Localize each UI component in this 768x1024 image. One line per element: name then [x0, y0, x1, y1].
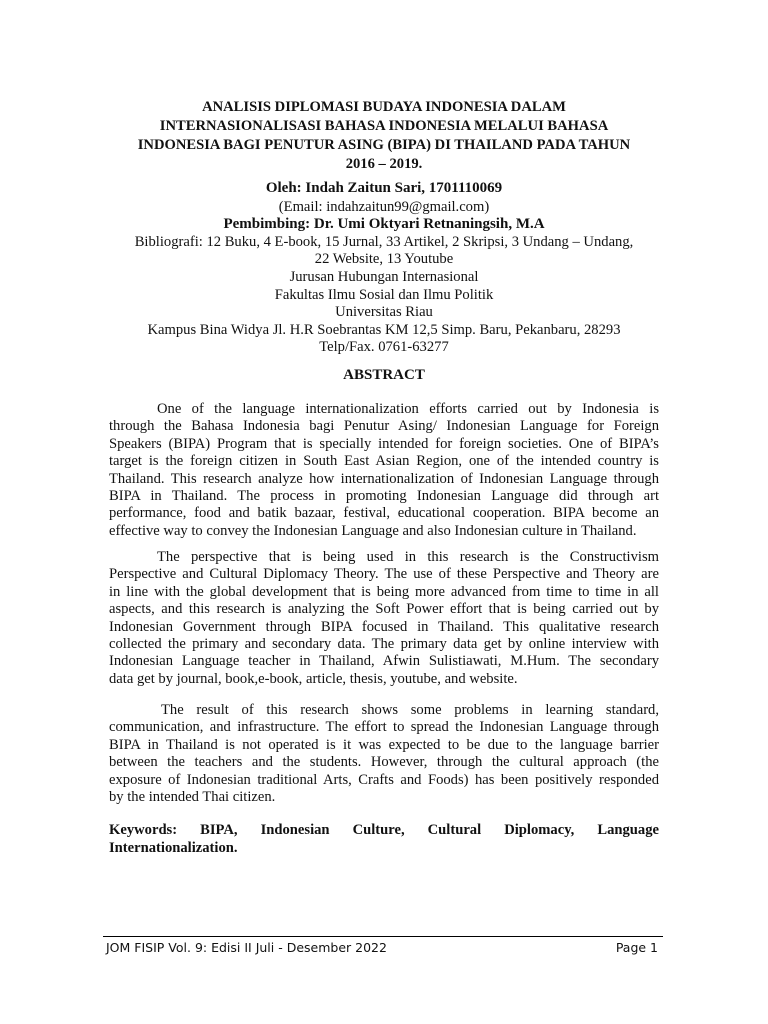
- footer-journal: JOM FISIP Vol. 9: Edisi II Juli - Desember 2022: [106, 940, 387, 955]
- paragraph-line: Indonesian Government through BIPA focused in Thailand. This qualitative research: [109, 618, 659, 635]
- paragraph-line: Perspective and Cultural Diplomacy Theory. The use of these Perspective and Theory are: [109, 566, 659, 583]
- paragraph-line: aspects, and this research is analyzing the Soft Power effort that is being carried out by: [109, 601, 659, 618]
- paragraph-line: data get by journal, book,e-book, article, thesis, youtube, and website.: [109, 670, 518, 687]
- page-footer: [106, 940, 658, 956]
- paragraph-line: BIPA in Thailand. The process in promoting Indonesian Language did through art: [109, 488, 659, 505]
- paragraph-line: effective way to convey the Indonesian Language and also Indonesian culture in Thailand.: [109, 522, 637, 539]
- paragraph-line: communication, and infrastructure. The effort to spread the Indonesian Language through: [109, 719, 659, 736]
- paragraph-line: One of the language internationalization efforts carried out by Indonesia is: [157, 401, 659, 417]
- email-line: (Email: indahzaitun99@gmail.com): [278, 198, 490, 215]
- page-number: Page 1: [615, 940, 658, 955]
- paragraph-line: The perspective that is being used in this research is the Constructivism: [157, 549, 659, 565]
- bibliography-line: Bibliografi: 12 Buku, 4 E-book, 15 Jurnal, 33 Artikel, 2 Skripsi, 3 Undang – Undang,: [134, 233, 634, 250]
- footer-divider: [103, 936, 663, 937]
- abstract-paragraph-1: [109, 401, 659, 540]
- abstract-paragraph-2: [109, 549, 659, 688]
- paragraph-line: Speakers (BIPA) Program that is specially intended for foreign societies. One of BIPA’s: [109, 435, 659, 452]
- paragraph-line: between the teachers and the students. However, through the cultural approach (the: [109, 754, 659, 771]
- title-line: 2016 – 2019.: [345, 156, 423, 172]
- paragraph-line: exposure of Indonesian traditional Arts, Crafts and Foods) has been positively responded: [109, 771, 659, 788]
- phone-line: Telp/Fax. 0761-63277: [319, 339, 449, 356]
- keywords-line: Internationalization.: [109, 840, 238, 856]
- address-line: Kampus Bina Widya Jl. H.R Soebrantas KM 12,5 Simp. Baru, Pekanbaru, 28293: [147, 321, 621, 338]
- author-info: [90, 180, 678, 357]
- title-line: INDONESIA BAGI PENUTUR ASING (BIPA) DI THAILAND PADA TAHUN: [137, 137, 631, 153]
- paragraph-line: performance, food and batik bazaar, festival, educational cooperation. BIPA become an: [109, 505, 659, 522]
- paragraph-line: Indonesian Language teacher in Thailand, Afwin Sulistiawati, M.Hum. The secondary: [109, 653, 659, 670]
- title-line: ANALISIS DIPLOMASI BUDAYA INDONESIA DALAM: [202, 99, 566, 115]
- paragraph-line: through the Bahasa Indonesia bagi Penutur Asing/ Indonesian Language for Foreign: [109, 418, 659, 435]
- paper-title: [100, 98, 668, 174]
- paragraph-line: by the intended Thai citizen.: [109, 789, 276, 806]
- keywords: [109, 821, 659, 857]
- abstract-paragraph-3: [109, 702, 659, 806]
- faculty-line: Fakultas Ilmu Sosial dan Ilmu Politik: [274, 286, 494, 303]
- paragraph-line: in line with the global development that is being more advanced from time to time in all: [109, 583, 659, 600]
- paragraph-line: BIPA in Thailand is not operated is it was expected to be due to the language barrier: [109, 736, 659, 753]
- keywords-line: Keywords: BIPA, Indonesian Culture, Cultural Diplomacy, Language: [109, 822, 659, 838]
- paragraph-line: Thailand. This research analyze how internationalization of Indonesian Language through: [109, 470, 659, 487]
- title-line: INTERNASIONALISASI BAHASA INDONESIA MELALUI BAHASA: [159, 118, 609, 134]
- paragraph-line: target is the foreign citizen in South East Asian Region, one of the intended country is: [109, 453, 659, 470]
- advisor-line: Pembimbing: Dr. Umi Oktyari Retnaningsih, M.A: [223, 216, 545, 233]
- abstract-heading: ABSTRACT: [343, 367, 425, 383]
- paragraph-line: collected the primary and secondary data. The primary data get by online interview with: [109, 636, 659, 653]
- department-line: Jurusan Hubungan Internasional: [289, 268, 479, 285]
- university-line: Universitas Riau: [335, 304, 433, 321]
- bibliography-line: 22 Website, 13 Youtube: [314, 251, 454, 268]
- paragraph-line: The result of this research shows some problems in learning standard,: [161, 702, 659, 718]
- author-line: Oleh: Indah Zaitun Sari, 1701110069: [265, 180, 503, 196]
